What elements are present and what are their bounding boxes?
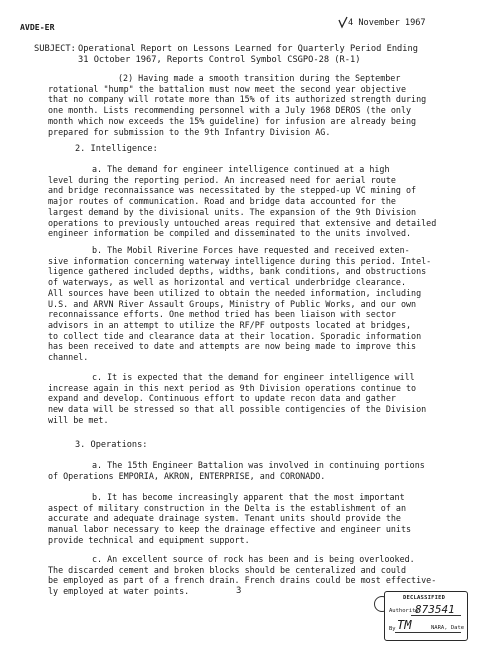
text-line: month which now exceeds the 15% guideline) for infusion are already being: [48, 115, 417, 126]
stamp-by-value: TM: [397, 618, 412, 632]
text-line: will be met.: [48, 414, 109, 425]
text-line: engineer information be compiled and disseminated to the units involved.: [48, 228, 412, 239]
text-line: new data will be stressed so that all possible contigencies of the Division: [48, 404, 427, 415]
text-line: c. An excellent source of rock has been and is being overlooked.: [92, 554, 415, 564]
text-line: channel.: [48, 352, 89, 363]
handwritten-check-mark: [338, 16, 348, 29]
office-symbol: AVDE-ER: [20, 22, 55, 32]
text-line: prepared for submission to the 9th Infantry Division AG.: [48, 126, 331, 137]
text-line: accurate and adequate drainage system. Tenant units should provide the: [48, 513, 401, 524]
stamp-nara-date-label: NARA, Date: [431, 625, 465, 631]
text-line: a. The 15th Engineer Battalion was involved in continuing portions: [92, 460, 425, 470]
paragraph-3a: [48, 460, 425, 481]
paragraph-2c: [48, 372, 426, 426]
subject-line-2: 31 October 1967, Reports Control Symbol CSGPO-28 (R-1): [78, 55, 361, 65]
text-line: manual labor necessary to keep the drainage effective and engineer units: [48, 524, 412, 535]
text-line: of waterways, as well as horizontal and vertical underbridge clearance.: [48, 277, 406, 288]
text-line: major routes of communication. Road and bridge data accounted for the: [48, 196, 396, 207]
text-line: that no company will rotate more than 15% of its authorized strength during: [48, 94, 427, 105]
declassified-stamp: [384, 591, 468, 641]
text-line: b. It has become increasingly apparent that the most important: [92, 492, 405, 502]
text-line: level during the reporting period. An increased need for aerial route: [48, 174, 396, 185]
text-line: provide technical and equipment support.: [48, 534, 250, 545]
stamp-authority-value: 873541: [415, 603, 455, 616]
text-line: ly employed at water points.: [48, 586, 190, 597]
text-line: operations to previously untouched areas required that extensive and detailed: [48, 217, 437, 228]
subject-line-1: Operational Report on Lessons Learned for Quarterly Period Ending: [78, 44, 418, 54]
text-line: and bridge reconnaissance was necessitated by the stepped-up VC mining of: [48, 185, 417, 196]
text-line: reconnaissance efforts. One method tried has been liaison with sector: [48, 309, 396, 320]
text-line: to collect tide and clearance data at their location. Sporadic information: [48, 330, 422, 341]
stamp-title: DECLASSIFIED: [403, 595, 446, 601]
stamp-by-label: By: [389, 626, 396, 632]
heading-operations: 3. Operations:: [75, 440, 148, 450]
text-line: rotational "hump" the battalion must now meet the second year objective: [48, 83, 406, 94]
text-line: expand and develop. Continuous effort to update recon data and gather: [48, 393, 396, 404]
paragraph-3c: [48, 554, 436, 597]
document-date: 4 November 1967: [348, 18, 426, 28]
text-line: increase again in this next period as 9th Division operations continue to: [48, 382, 417, 393]
text-line: (2) Having made a smooth transition during the September: [118, 73, 401, 83]
stamp-rule: [411, 615, 461, 616]
text-line: advisors in an attempt to utilize the RF/PF outposts located at bridges,: [48, 319, 412, 330]
text-line: sive information concerning waterway intelligence during this period. Intel-: [48, 255, 432, 266]
text-line: c. It is expected that the demand for engineer intelligence will: [92, 372, 415, 382]
text-line: has been received to date and attempts are now being made to improve this: [48, 341, 417, 352]
subject-label: SUBJECT:: [34, 44, 76, 54]
text-line: largest demand by the divisional units. The expansion of the 9th Division: [48, 206, 417, 217]
text-line: a. The demand for engineer intelligence continued at a high: [92, 164, 390, 174]
paragraph-2b: [48, 245, 431, 363]
paragraph-2a: [48, 164, 436, 239]
stamp-rule: [395, 632, 461, 633]
text-line: All sources have been utilized to obtain the needed information, including: [48, 287, 422, 298]
heading-intelligence: 2. Intelligence:: [75, 144, 158, 154]
text-line: U.S. and ARVN River Assault Groups, Ministry of Public Works, and our own: [48, 298, 417, 309]
text-line: be employed as part of a french drain. French drains could be most effective-: [48, 575, 437, 586]
text-line: b. The Mobil Riverine Forces have requested and received exten-: [92, 245, 410, 255]
paragraph-3b: [48, 492, 411, 546]
text-line: ligence gathered included depths, widths, bank conditions, and obstructions: [48, 266, 427, 277]
text-line: of Operations EMPORIA, AKRON, ENTERPRISE, and CORONADO.: [48, 470, 326, 481]
text-line: aspect of military construction in the Delta is the establishment of an: [48, 502, 406, 513]
stamp-authority-label: Authority: [389, 608, 419, 614]
text-line: The discarded cement and broken blocks should be centeralized and could: [48, 564, 406, 575]
text-line: one month. Lists recommending personnel with a July 1968 DEROS (the only: [48, 105, 412, 116]
page-number: 3: [236, 586, 242, 596]
paragraph-1-2: [48, 73, 426, 137]
